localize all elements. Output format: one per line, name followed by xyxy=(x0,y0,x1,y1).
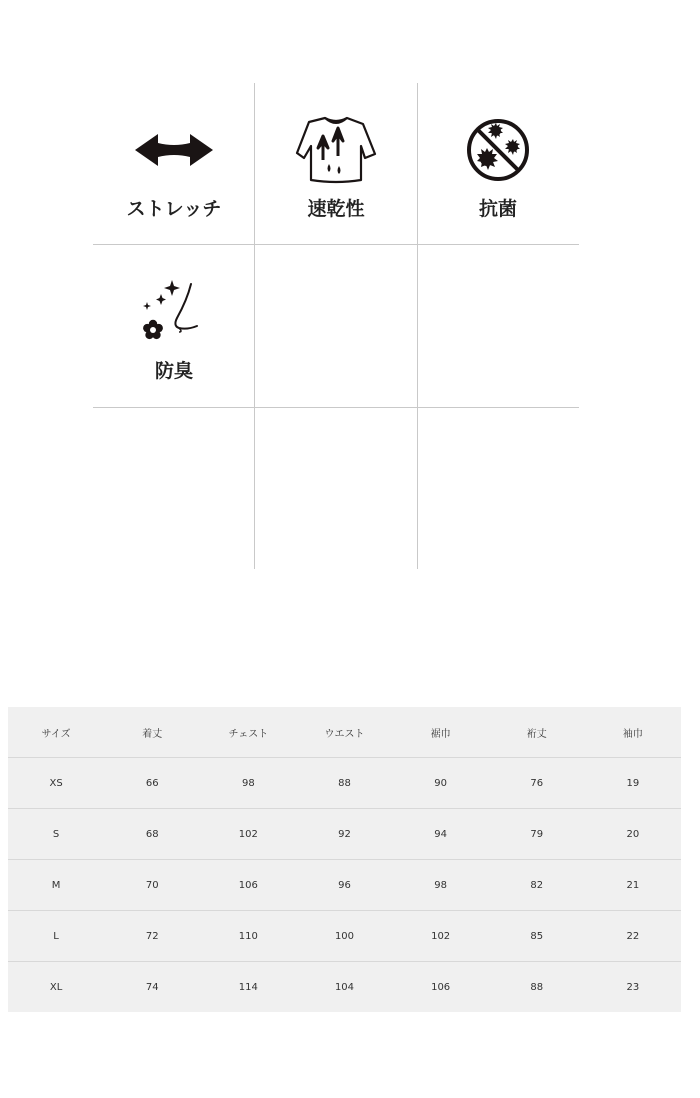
table-cell: 70 xyxy=(104,860,200,911)
table-cell: 94 xyxy=(393,809,489,860)
column-header: 裾巾 xyxy=(393,707,489,758)
feature-antibacterial xyxy=(417,83,579,245)
feature-stretch xyxy=(93,83,255,245)
column-header: 裄丈 xyxy=(489,707,585,758)
quick-dry-shirt-icon xyxy=(295,116,377,184)
feature-label: 速乾性 xyxy=(307,198,365,220)
table-cell: 110 xyxy=(200,911,296,962)
table-cell: 82 xyxy=(489,860,585,911)
table-cell: 23 xyxy=(626,981,640,993)
feature-quick-dry xyxy=(255,83,417,245)
table-cell: 76 xyxy=(489,758,585,809)
table-cell: 88 xyxy=(296,758,392,809)
table-cell: 92 xyxy=(296,809,392,860)
table-cell: 106 xyxy=(431,981,451,993)
table-cell: 104 xyxy=(334,981,355,993)
grid-divider xyxy=(93,407,579,408)
feature-label: 防臭 xyxy=(154,360,193,382)
table-cell: S xyxy=(8,809,104,860)
table-cell: 96 xyxy=(296,860,392,911)
table-cell: 22 xyxy=(585,911,681,962)
table-row xyxy=(8,758,681,809)
table-cell: 98 xyxy=(393,860,489,911)
table-row xyxy=(8,809,681,860)
table-header-row xyxy=(8,707,681,758)
table-cell: 79 xyxy=(489,809,585,860)
antibacterial-icon xyxy=(465,117,531,183)
table-row xyxy=(8,962,681,1013)
table-cell: 74 xyxy=(145,981,159,993)
table-cell: L xyxy=(8,911,104,962)
column-header: 袖巾 xyxy=(585,707,681,758)
table-cell: 98 xyxy=(200,758,296,809)
table-cell: 102 xyxy=(393,911,489,962)
feature-grid xyxy=(93,83,579,569)
table-cell: 68 xyxy=(104,809,200,860)
table-cell: 21 xyxy=(585,860,681,911)
feature-label: 抗菌 xyxy=(478,198,517,220)
table-cell: 72 xyxy=(104,911,200,962)
table-cell: M xyxy=(8,860,104,911)
size-table xyxy=(8,707,681,1012)
column-header: サイズ xyxy=(8,707,104,758)
feature-deodorant xyxy=(93,245,255,407)
feature-label: ストレッチ xyxy=(126,198,222,220)
table-row xyxy=(8,911,681,962)
column-header: ウエスト xyxy=(296,707,392,758)
table-cell: 19 xyxy=(585,758,681,809)
stretch-arrow-icon xyxy=(134,130,214,170)
table-cell: 88 xyxy=(530,981,544,993)
column-header: チェスト xyxy=(200,707,296,758)
table-row xyxy=(8,860,681,911)
table-cell: 85 xyxy=(489,911,585,962)
table-cell: 102 xyxy=(200,809,296,860)
column-header: 着丈 xyxy=(104,707,200,758)
table-cell: 100 xyxy=(296,911,392,962)
table-cell: XL xyxy=(49,981,63,993)
table-cell: 20 xyxy=(585,809,681,860)
table-cell: XS xyxy=(8,758,104,809)
table-cell: 114 xyxy=(238,981,258,993)
deodorant-nose-icon xyxy=(139,280,209,344)
table-cell: 90 xyxy=(393,758,489,809)
table-cell: 106 xyxy=(200,860,296,911)
table-cell: 66 xyxy=(104,758,200,809)
